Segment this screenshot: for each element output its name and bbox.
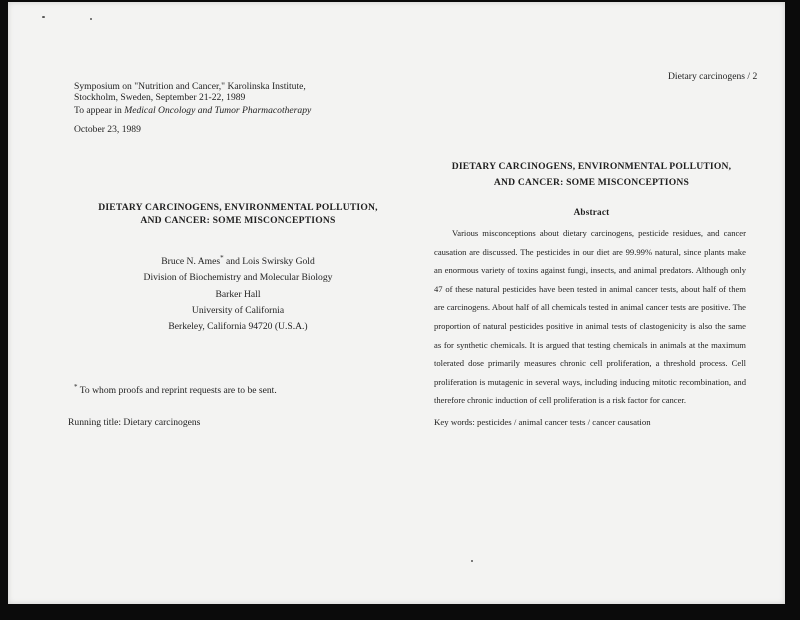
page-header: Dietary carcinogens / 2	[668, 71, 758, 82]
right-title-line-2: AND CANCER: SOME MISCONCEPTIONS	[493, 177, 690, 188]
appear-prefix: To appear in	[74, 105, 125, 116]
author-1: Bruce N. Ames	[161, 256, 221, 267]
right-page	[398, 2, 785, 604]
title-line-1: DIETARY CARCINOGENS, ENVIRONMENTAL POLLUTION,	[98, 202, 378, 213]
right-title-line-1: DIETARY CARCINOGENS, ENVIRONMENTAL POLLUTION,	[451, 161, 732, 172]
appear-in-line	[74, 105, 311, 116]
document-date: October 23, 1989	[74, 124, 141, 135]
abstract-heading: Abstract	[573, 207, 610, 217]
affiliation-line-4: Berkeley, California 94720 (U.S.A.)	[168, 321, 308, 332]
running-title: Running title: Dietary carcinogens	[68, 417, 201, 428]
keywords: Key words: pesticides / animal cancer tests / cancer causation	[434, 417, 651, 427]
footnote-text: To whom proofs and reprint requests are to be sent.	[79, 385, 277, 396]
affiliation-line-2: Barker Hall	[215, 289, 261, 300]
author-2: and Lois Swirsky Gold	[223, 256, 315, 267]
affiliation-line-1: Division of Biochemistry and Molecular Biology	[143, 272, 333, 283]
abstract-body: Various misconceptions about dietary carcinogens, pesticide residues, and cancer causation are discussed. The pesticides in our diet are 99.99% natural, since plants make an enormous variety of toxins against fungi, insects, and animal predators. Although only 47 of these natural pesticides have been tested in animal cancer tests, about half of them are carcinogens. About half of all chemicals tested in animal cancer tests are positive. The proportion of natural pesticides positive in animal tests of clastogenicity is also the same as for synthetic chemicals. It is argued that testing chemicals in animals at the maximum tolerated dose primarily measures chronic cell proliferation, a threshold process. Cell proliferation is mutagenic in several ways, including inducing mitotic recombination, and therefore chronic induction of cell proliferation is a risk factor for cancer.	[434, 228, 746, 406]
footnote-mark: *	[74, 382, 78, 391]
author-footnote-mark: *	[220, 253, 224, 262]
affiliation-line-3: University of California	[191, 305, 285, 316]
journal-name: Medical Oncology and Tumor Pharmacotherapy	[124, 105, 312, 116]
symposium-line-2: Stockholm, Sweden, September 21-22, 1989	[74, 92, 246, 103]
scanned-sheet	[8, 2, 785, 604]
title-line-2: AND CANCER: SOME MISCONCEPTIONS	[140, 215, 336, 226]
left-page	[8, 2, 398, 604]
footnote	[74, 382, 277, 396]
symposium-line-1: Symposium on "Nutrition and Cancer," Karolinska Institute,	[74, 81, 306, 92]
